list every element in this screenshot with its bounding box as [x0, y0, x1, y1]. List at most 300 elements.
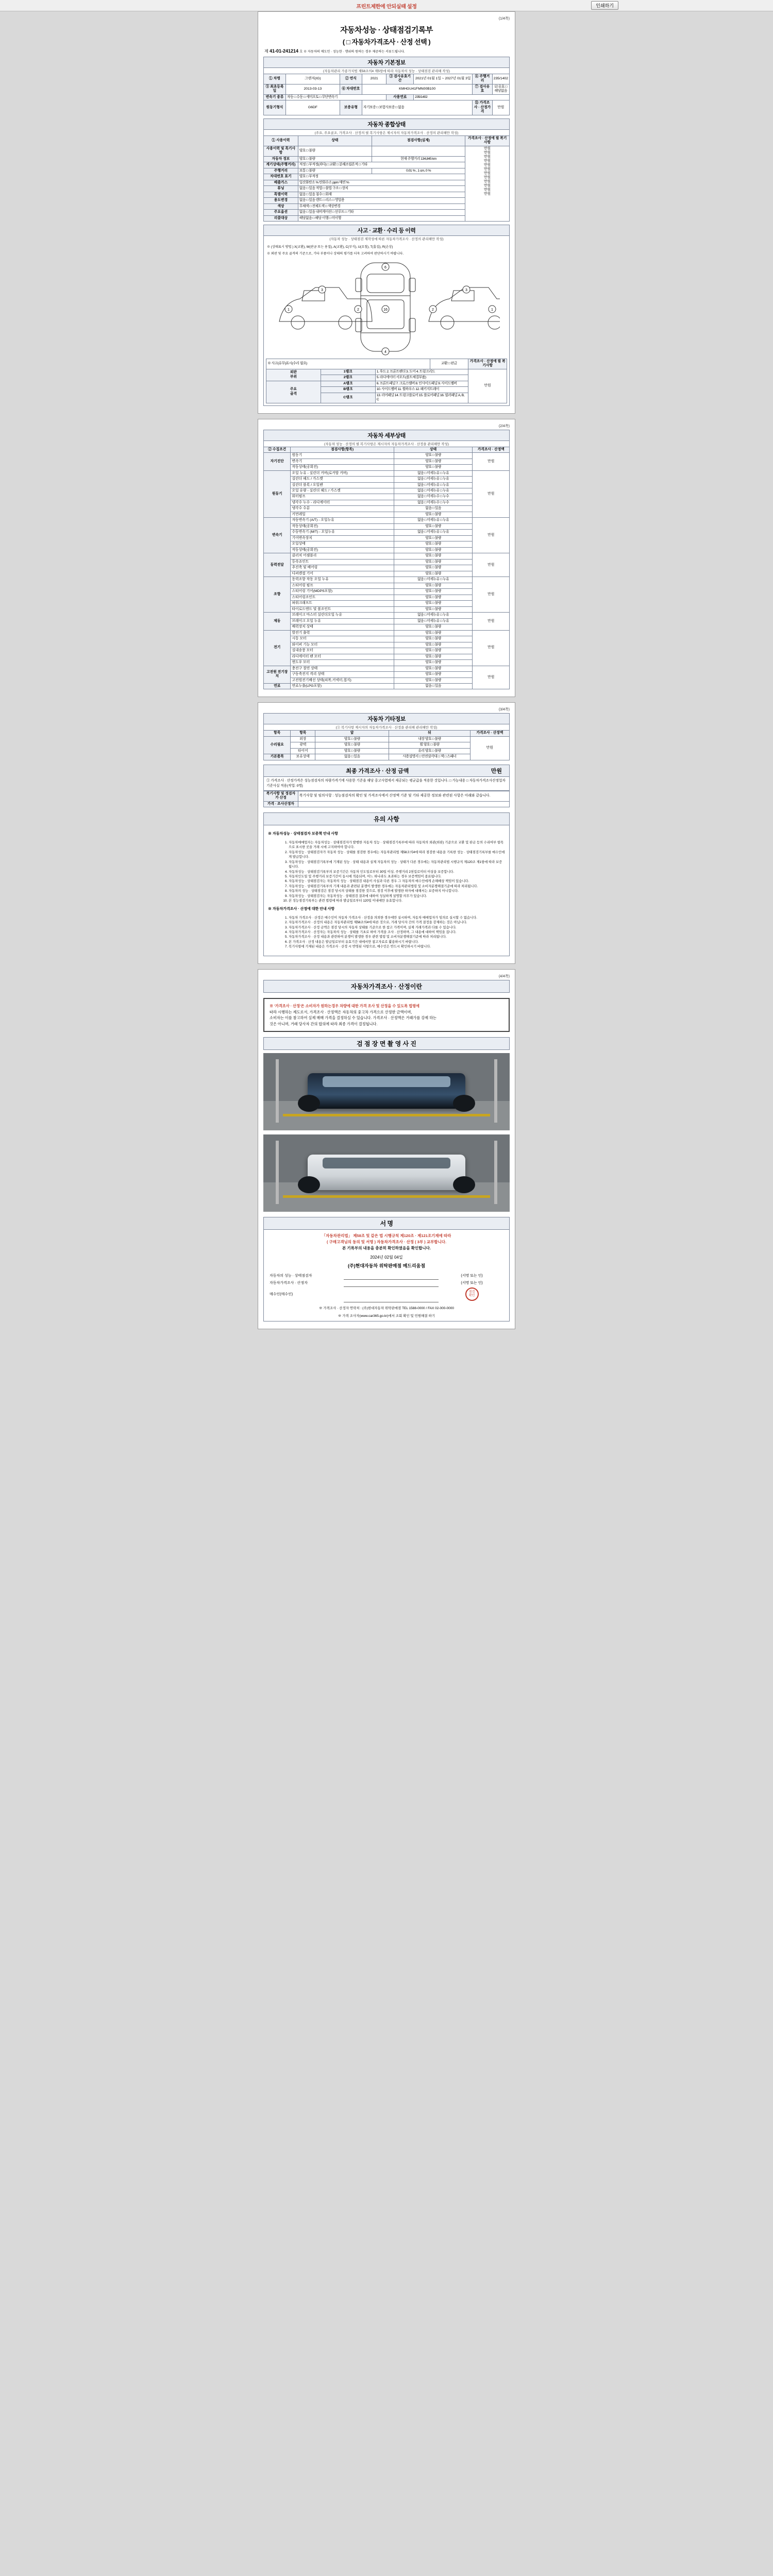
- overall-row-name-3: 주행거리: [264, 168, 298, 174]
- detail-item-state: 양호 □ 불량: [394, 571, 473, 577]
- overall-row-name-1: 자동차 정보: [264, 156, 298, 162]
- detail-item-label: 타이로드엔드 및 볼조인트: [291, 606, 394, 612]
- list-item: 4. 자동차성능 · 상태점검기록부의 보증기간은 자동차 인도일로부터 30일 이상, 주행거리 2천킬로미터 이상을 보증합니다.: [289, 870, 505, 874]
- outer-rank2-value: 5. 라디에이터 서포트(볼트체결부품): [375, 375, 468, 381]
- page-1: [258, 11, 515, 414]
- sign-warning: [268, 1233, 505, 1251]
- page-title: 자동차성능 · 상태점검기록부: [340, 26, 433, 35]
- sign-date: 2024년 02월 04일: [370, 1255, 403, 1260]
- basic-value-6: KMHGU41FMN00B100: [362, 84, 473, 94]
- detail-item-label: 충전구 절연 상태: [291, 666, 394, 671]
- svg-text:4: 4: [384, 350, 386, 354]
- detail-item-label: 브레이크 오일 누유: [291, 618, 394, 624]
- detail-item-label: 고전원전기배선 상태(피복,커넥터,접지): [291, 677, 394, 683]
- section-detail-note: (자동차 성능 · 산정의 필 복기사항은 제시자의 자동차가격조사 · 산정을 관리해만 작성): [263, 441, 510, 447]
- svg-text:2: 2: [357, 308, 359, 312]
- etc-row-front-0: 양호 □ 불량: [315, 736, 389, 742]
- accident-diagram-box: [263, 242, 510, 405]
- memo-12: 만원: [483, 192, 491, 196]
- detail-item-label: 실린더 블록 / 오일팬: [291, 482, 394, 488]
- page-mark-2: (2/4쪽): [498, 424, 510, 428]
- detail-item-state: 양호 □ 불량: [394, 553, 473, 559]
- section-overall-note: (주요, 주요골조, 가격조사 · 산정의 필 복기사항은 제시자의 자동차가격조사 · 산정의 관리해만 작성): [263, 130, 510, 135]
- detail-item-state: 없음 □ 미세누수 □ 누수: [394, 494, 473, 500]
- price-table: [263, 791, 510, 807]
- overall-row-state-10: 없음 □ 있음 내비게이션 □ 선루프 □ 기타: [298, 210, 465, 215]
- photo-lift-arm: [283, 1114, 490, 1116]
- sign-label-1: 자동차가격조사 · 산정자: [270, 1281, 308, 1285]
- list-item: 1. 자동차 가격조사 · 산정은 매수인이 자동차 가격조사 · 산정을 의뢰한 경우에만 실시하며, 자동차 매매업자가 임의로 실시할 수 없습니다.: [289, 916, 505, 920]
- accident-bottom-note: ※ 사고(유무)표시(수리 필요): [266, 359, 430, 369]
- section-etc-note: (③ 복기사항 제시자의 자동차가격조사 · 산정을 관리해 관리해만 작성): [263, 724, 510, 730]
- photo-lift-pole-left: [276, 1059, 279, 1123]
- table-header-row: [264, 731, 510, 736]
- price-left-label: 복기사항 및 정검자가 산정: [264, 791, 298, 801]
- detail-item-state: 양호 □ 불량: [394, 547, 473, 553]
- frame-a-value: 6. 프론트패널 7. 크로스멤버 8. 인사이드패널 9. 사이드멤버: [375, 381, 468, 386]
- detail-memo: 만원: [473, 666, 510, 689]
- list-item: 7. 자동차성능 · 상태점검기록부의 기재 내용과 관련된 분쟁이 발생한 경우에는 자동차관리법령 및 소비자분쟁해결기준에 따라 처리됩니다.: [289, 884, 505, 889]
- frame-c-value: 13. 리어패널 14. 트렁크플로어 15. 플로어패널 16. 필러패널 A, B, C: [375, 393, 468, 403]
- etc-row-front-2: 양호 □ 불량: [315, 748, 389, 754]
- basic-label-transmission: 변속기 종류: [264, 94, 286, 100]
- detail-item-label: 라디에이터 팬 모터: [291, 654, 394, 659]
- etc-col-3: 뒤: [389, 731, 470, 736]
- memo-4: 만원: [483, 159, 491, 163]
- overall-table: [263, 135, 510, 222]
- detail-item-state: 양호 □ 불량: [394, 595, 473, 600]
- detail-item-label: 워터펌프: [291, 494, 394, 500]
- sign-right-1: (서명 또는 인): [461, 1281, 483, 1285]
- detail-item-state: 양호 □ 불량: [394, 654, 473, 659]
- page-4: [258, 969, 515, 1329]
- overall-row-name-6: 튜닝: [264, 186, 298, 192]
- detail-item-label: 연료누출(LPG포함): [291, 683, 394, 689]
- memo-2: 만원: [483, 150, 491, 155]
- detail-item-label: 변속기: [291, 459, 394, 464]
- etc-row-label-3: 기본품목: [264, 754, 291, 760]
- table-row: [268, 1286, 505, 1302]
- overall-row-state-8: 없음 □ 있음 렌트 □ 리스 □ 영업용: [298, 198, 465, 204]
- list-item: 6. 자동차성능 · 상태점검자는 자동차의 성능 · 상태점검 내용이 사실과 다른 경우 그 자동차의 매수인에게 손해배상 책임이 있습니다.: [289, 879, 505, 884]
- list-item: 9. 자동차성능 · 상태점검자는 자동차성능 · 상태점검 결과에 대하여 성실하게 설명할 의무가 있습니다.: [289, 894, 505, 899]
- detail-item-state: 양호 □ 불량: [394, 601, 473, 606]
- detail-item-label: 수동변속기 (M/T) - 오일누유: [291, 530, 394, 535]
- overall-row-state-11: 해당없음 □ 해당 이행 □ 미이행: [298, 215, 465, 221]
- basic-value-7: ☑ 유효 □ 해당없음: [492, 84, 509, 94]
- etc-row-rear-1: 휠 양호 □ 불량: [389, 742, 470, 748]
- detail-memo: 만원: [473, 577, 510, 613]
- etc-col-4: 가격조사 · 산정액: [470, 731, 509, 736]
- table-row: [264, 577, 510, 583]
- detail-col-1: ② 수집조건: [264, 447, 291, 452]
- svg-text:2: 2: [432, 308, 434, 312]
- basic-label-1: ① 차명: [264, 74, 286, 84]
- detail-group-0: 자기진단: [264, 453, 291, 470]
- page-2: [258, 419, 515, 698]
- basic-label-2: ② 연식: [340, 74, 362, 84]
- detail-item-label: 파워크래프트: [291, 601, 394, 606]
- table-row: [264, 791, 510, 801]
- detail-item-label: 기어변속장치: [291, 535, 394, 541]
- detail-item-state: 없음 □ 미세누유 □ 누유: [394, 530, 473, 535]
- sign-warn-line-1: ( 구매고객님의 동의 및 서명 ) 자동차가격조사 · 산정 ( 3부 ) 교부합니다.: [326, 1240, 447, 1245]
- detail-group-2: 변속기: [264, 518, 291, 553]
- table-row: [264, 801, 510, 807]
- basic-value-warranty: 자기보증 □ 보험사보증 □ 없음: [362, 100, 473, 115]
- detail-item-label: 윈도우 모터: [291, 660, 394, 666]
- detail-group-3: 동력전달: [264, 553, 291, 577]
- photo-wheel-left: [298, 1176, 320, 1193]
- detail-item-label: 스티어링 기어(MDPS포함): [291, 589, 394, 595]
- basic-info-table: [263, 74, 510, 115]
- detail-memo: 만원: [473, 630, 510, 666]
- memo-1: 만원: [483, 146, 491, 150]
- overall-row-name-0: 사용이력 및 특기사항: [264, 146, 298, 156]
- detail-item-label: 시동 모터: [291, 636, 394, 642]
- detail-item-state: 없음 □ 있음: [394, 506, 473, 512]
- page-mark-3: (3/4쪽): [498, 708, 510, 712]
- list-item: 5. 자동차가격조사 · 산정 내용과 관련하여 분쟁이 발생한 경우 관련 법령 및 소비자분쟁해결기준에 따라 처리됩니다.: [289, 935, 505, 939]
- signature-rows: [268, 1272, 505, 1302]
- sign-input-0[interactable]: [344, 1272, 439, 1279]
- etc-row-rear-2: 유리 양호 □ 불량: [389, 748, 470, 754]
- frame-b-label: B랭크: [321, 387, 375, 393]
- sign-input-1[interactable]: [344, 1279, 439, 1286]
- table-row: [264, 100, 510, 115]
- list-item: 7. 복기사항에 기재된 내용은 가격조사 · 산정 시 반영된 사항으로, 매수인은 반드시 확인하시기 바랍니다.: [289, 944, 505, 949]
- table-row: [264, 613, 510, 618]
- basic-value-fuel: 235/1402: [413, 94, 509, 100]
- detail-item-label: 등속죠인트: [291, 559, 394, 565]
- detail-item-state: 양호 □ 불량: [394, 512, 473, 517]
- overall-row-detail-1: 현재 주행거리 134,845 km: [372, 156, 465, 162]
- photo-section-title: 검 점 장 면 촬 영 사 진: [263, 1037, 510, 1050]
- detail-item-label: 실내송풍 모터: [291, 648, 394, 654]
- detail-col-2: 점검사항(항목): [291, 447, 394, 452]
- detail-group-6: 전기: [264, 630, 291, 666]
- page-mark-1: (1/4쪽): [498, 17, 510, 21]
- memo-11: 만원: [483, 188, 491, 192]
- table-row: [264, 74, 510, 84]
- detail-item-state: 양호 □ 불량: [394, 583, 473, 588]
- detail-memo: 만원: [473, 453, 510, 470]
- sign-company: (주)현대자동차 위탁판매점 메드리움점: [347, 1263, 426, 1269]
- detail-item-label: 동력조향 작동 오일 누유: [291, 577, 394, 583]
- accident-legend-2: ※ 외판 및 주요 골격의 기준으로, 기타 부품이나 상태의 평가를 더욱 고려하여 판단하시기 바랍니다.: [267, 252, 404, 256]
- overall-row-name-2: 계기상태(주행거리): [264, 162, 298, 168]
- table-row: [264, 518, 510, 523]
- detail-group-7: 고전원 전기장치: [264, 666, 291, 683]
- detail-item-state: 없음 □ 미세누유 □ 누유: [394, 477, 473, 482]
- basic-label-fuel: 사용연료: [386, 94, 413, 100]
- caution-title: 유의 사항: [263, 812, 510, 825]
- overall-row-name-7: 특별이력: [264, 192, 298, 197]
- list-item: 5. 자동차인도일 및 주행거리 보증기간이 동시에 적용되며, 어느 하나라도 초과하는 경우 보증책임이 종료됩니다.: [289, 874, 505, 879]
- topbar: [0, 0, 773, 11]
- price-sub-value: [298, 801, 509, 807]
- overall-row-state-3: 보통 □ 불량: [298, 168, 372, 174]
- detail-item-label: 오일 누유 - 실린더 커버(로커암 커버): [291, 470, 394, 476]
- photo-wheel-right: [453, 1176, 475, 1193]
- detail-item-label: 구동축전지 격리 상태: [291, 672, 394, 677]
- outer-rank2-label: 2랭크: [321, 375, 375, 381]
- detail-item-state: 양호 □ 불량: [394, 624, 473, 630]
- accident-memo-value: 만원: [468, 369, 507, 403]
- table-row: [264, 146, 510, 156]
- detail-item-label: 배력장치 상태: [291, 624, 394, 630]
- sign-label-0: 자동차의 성능 · 상태점검자: [270, 1274, 312, 1278]
- etc-row-sub-0: 외장: [291, 736, 315, 742]
- overall-col-3: 점검사항(실제): [372, 135, 465, 146]
- detail-item-label: 추진축 및 베어링: [291, 565, 394, 571]
- car-diagram: [266, 258, 507, 359]
- overall-row-state-0: 양호 □ 불량: [298, 146, 372, 156]
- detail-item-label: 원동기: [291, 453, 394, 459]
- section-accident-note: (자동차 성능 · 상태점검 제작성에 따른 자동차가격조사 · 산정의 관리해만 작성): [263, 236, 510, 242]
- detail-item-label: 냉각수 누수 - 라디에이터: [291, 500, 394, 505]
- svg-text:1: 1: [491, 308, 493, 312]
- photo-windshield: [323, 1076, 451, 1087]
- basic-value-2: 2021: [362, 74, 386, 84]
- price-sub-label: 가격 · 조사산정자: [264, 801, 298, 807]
- frame-label: 주요 골격: [266, 381, 321, 403]
- svg-text:6: 6: [384, 265, 386, 269]
- detail-group-5: 제동: [264, 613, 291, 630]
- footer-note-1: ※ 가격조사 · 산정자 연락처 : (주)현대자동차 위탁판매점 TEL 1588-0000 / FAX 02-000-0000: [318, 1306, 455, 1310]
- detail-item-state: 양호 □ 불량: [394, 666, 473, 671]
- section-etc-title: 자동차 기타정보: [263, 713, 510, 724]
- svg-text:1: 1: [288, 308, 290, 312]
- etc-row-label-0: 수리필요: [264, 736, 291, 754]
- accident-memo-header: 가격조사 · 산정에 필 복기사항: [468, 359, 507, 369]
- overall-row-detail-3: 0.01 % , 1 cm, 0 %: [372, 168, 465, 174]
- overall-row-name-8: 용도변경: [264, 198, 298, 204]
- sign-input-2[interactable]: [344, 1286, 439, 1302]
- accident-mark-legend: 교환 □ 판금: [430, 359, 468, 369]
- detail-item-state: 양호 □ 불량: [394, 630, 473, 636]
- detail-group-8: 연료: [264, 683, 291, 689]
- overall-row-state-5: 일산화탄소 % 탄화수소 ppm 매연 %: [298, 180, 465, 185]
- footer-note-2: ※ 가격 조사자(www.car365.go.kr)에서 조회 확인 및 민원해결 하기: [338, 1314, 435, 1318]
- basic-label-5: ⑤ 최초등록일: [264, 84, 286, 94]
- caution-heading-0: ※ 자동차성능 · 상태점검자 보증책 안내 사항: [268, 832, 338, 836]
- svg-text:3: 3: [321, 288, 323, 292]
- list-item: 4. 자동차가격조사 · 산정자는 자동차의 성능 · 상태를 기초로 하여 가격을 조사 · 산정하며, 그 내용에 대하여 책임을 집니다.: [289, 930, 505, 935]
- table-header-row: [264, 135, 510, 146]
- detail-item-state: 양호 □ 불량: [394, 660, 473, 666]
- doc-number-value: 41-01-241214: [269, 48, 299, 54]
- section-detail-title: 자동차 세부상태: [263, 430, 510, 441]
- detail-item-state: 없음 □ 미세누유 □ 누유: [394, 488, 473, 494]
- caution-list-1: [268, 916, 505, 950]
- overall-row-name-9: 색상: [264, 204, 298, 209]
- basic-label-warranty: 보증유형: [340, 100, 362, 115]
- sign-warn-line-2: 본 기록부의 내용을 충분히 확인하였음을 확인합니다.: [342, 1246, 431, 1251]
- overall-row-name-10: 주요옵션: [264, 210, 298, 215]
- list-item: 8. 자동차의 성능 · 상태점검은 점검 당시의 상태를 점검한 것으로, 점검 이후에 발생한 하자에 대해서는 보증하지 아니합니다.: [289, 889, 505, 893]
- doc-number-label: 제: [264, 49, 268, 54]
- sign-warn-line-0: 「자동차관리법」 제58조 및 같은 법 시행규칙 제120조 · 제121조기재에 따라: [322, 1233, 451, 1239]
- photo-wheel-right: [453, 1095, 475, 1112]
- caution-list-0: [268, 840, 505, 904]
- doc-number-suffix: 호 ※ 자동차의 매도인 · 성능한 · 행위의 원하는 경우 제공하는 서류드립니다.: [299, 50, 405, 54]
- memo-3: 만원: [483, 155, 491, 159]
- outer-panel-label: 외판 부위: [266, 369, 321, 381]
- detail-item-state: 없음 □ 있음: [394, 683, 473, 689]
- etc-row-front-1: 양호 □ 불량: [315, 742, 389, 748]
- basic-label-3: ③ 검사유효기간: [386, 74, 413, 84]
- etc-row-rear-0: 내장 양호 □ 불량: [389, 736, 470, 742]
- section-overall-title: 자동차 종합상태: [263, 118, 510, 130]
- detail-memo: 만원: [473, 518, 510, 553]
- svg-text:16: 16: [383, 308, 388, 312]
- detail-memo: 만원: [473, 553, 510, 577]
- etc-row-rear-3: 사용설명서 □ 안전삼각대 □ 잭 □ 스패너: [389, 754, 470, 760]
- photo-lift-arm: [283, 1195, 490, 1198]
- doc-number-row: [264, 48, 510, 54]
- table-row: [264, 84, 510, 94]
- detail-memo: 만원: [473, 470, 510, 518]
- page-mark-4: (4/4쪽): [498, 975, 510, 979]
- table-row: [264, 94, 510, 100]
- basic-value-5: 2013-03-13: [285, 84, 340, 94]
- detail-memo: 만원: [473, 613, 510, 630]
- overall-col-1: ① 사용이력: [264, 135, 298, 146]
- basic-label-6: ⑥ 차대번호: [340, 84, 362, 94]
- detail-item-state: 양호 □ 불량: [394, 589, 473, 595]
- page-subtitle: ( □ 자동차가격조사 · 산정 선택 ): [342, 38, 431, 46]
- photo-wheel-left: [298, 1095, 320, 1112]
- memo-7: 만원: [483, 171, 491, 175]
- price-title-text: 최종 가격조사 · 산정 금액: [346, 768, 409, 774]
- etc-col-2: 앞: [315, 731, 389, 736]
- detail-item-state: 양호 □ 불량: [394, 459, 473, 464]
- detail-item-state: 양호 □ 불량: [394, 559, 473, 565]
- basic-value-1: 그랜저(IG): [285, 74, 340, 84]
- overall-row-detail-0: [372, 146, 465, 156]
- detail-item-state: 없음 □ 미세누유 □ 누유: [394, 470, 473, 476]
- detail-item-state: 양호 □ 불량: [394, 606, 473, 612]
- memo-9: 만원: [483, 179, 491, 183]
- photo-lift-pole-right: [494, 1141, 497, 1204]
- outer-rank1-label: 1랭크: [321, 369, 375, 375]
- sign-label-2: 매수인(매수인): [270, 1293, 293, 1297]
- etc-col-1: 항목: [264, 731, 291, 736]
- basic-label-4: ④ 주행거리: [473, 74, 492, 84]
- etc-row-front-3: 없음 □ 있음: [315, 754, 389, 760]
- etc-row-sub-2: 타이어: [291, 748, 315, 754]
- detail-col-4: 가격조사 · 산정액: [473, 447, 510, 452]
- final-box-line-1: 따라 시행하는 제도로서, 가격조사 · 산정액은 자동차의 중고차 가격으로 산정한 금액이며,: [270, 1009, 412, 1014]
- detail-item-state: 양호 □ 불량: [394, 523, 473, 529]
- basic-label-engine: 원동기형식: [264, 100, 286, 115]
- final-box-line-3: 것은 아니며, 거래 당사자 간의 합의에 따라 최종 가격이 결정됩니다.: [270, 1021, 378, 1026]
- accident-parts-table: [266, 359, 507, 403]
- detail-table: [263, 447, 510, 690]
- price-amount: 만원: [491, 768, 502, 774]
- detail-item-state: 양호 □ 불량: [394, 535, 473, 541]
- detail-item-state: 없음 □ 미세누유 □ 누유: [394, 618, 473, 624]
- detail-item-label: 오일상태: [291, 541, 394, 547]
- page-3: [258, 702, 515, 964]
- overall-row-name-11: 리콜대상: [264, 215, 298, 221]
- table-row: [264, 736, 510, 742]
- detail-item-label: 자동변속기 (A/T) - 오일누유: [291, 518, 394, 523]
- print-button[interactable]: 인쇄하기: [591, 1, 618, 10]
- section-basic-title: 자동차 기본정보: [263, 57, 510, 68]
- detail-item-state: 양호 □ 불량: [394, 648, 473, 654]
- etc-row-sub-1: 광택: [291, 742, 315, 748]
- frame-b-value: 10. 사이드멤버 11. 휠하우스 12. 패키지트레이: [375, 387, 468, 393]
- price-note-1: ① 가격조사 · 산정가격은 성능점검자의 차량가격기에 사용한 기준을 해당 중고사엽에서 제공되는 평균값을 적용한 것입니다. □ 가능내용 □ 자동차가격조사산정업자 기준사실 적용(작업: 0명): [263, 777, 510, 791]
- caution-heading-1: ※ 자동차가격조사 · 산정에 대한 안내 사항: [268, 907, 335, 911]
- list-item: 3. 자동차성능 · 상태점검기록부에 기재된 성능 · 상태 내용과 실제 자동차의 성능 · 상태가 다른 경우에는 자동차관리법 시행규칙 제120조 제1항에 따라 보증됩니다.: [289, 860, 505, 870]
- detail-item-state: 없음 □ 미세누수 □ 누수: [394, 500, 473, 505]
- overall-row-state-2: 적정 □ 부적정(과다) □ 교환 □ 분해조립흔적 □ 기타: [298, 162, 465, 168]
- table-header-row: [264, 447, 510, 452]
- accident-legend-1: ※ (상태표시 방법 ) X(교환), W(판금 또는 용접), A(교환), C(부식), U(요철), T(흠집), R(손상): [267, 245, 393, 249]
- detail-item-state: 양호 □ 불량: [394, 642, 473, 648]
- overall-memo-col: [465, 146, 510, 221]
- photo-lift-pole-left: [276, 1141, 279, 1204]
- detail-item-state: 없음 □ 미세누유 □ 누유: [394, 518, 473, 523]
- detail-group-4: 조향: [264, 577, 291, 613]
- sign-right-2: [439, 1286, 505, 1302]
- table-row: [264, 553, 510, 559]
- detail-item-label: 브레이크 마스터 실린더오일 누유: [291, 613, 394, 618]
- basic-label-7: ⑦ 검사유효: [473, 84, 492, 94]
- list-item: 2. 자동차가격조사 · 산정의 내용은 자동차관리법 제58조의4에 따른 것으로, 거래 당사자 간의 가격 결정을 강제하는 것은 아닙니다.: [289, 920, 505, 925]
- price-title: [263, 765, 510, 777]
- overall-row-state-1: 양호 □ 불량: [298, 156, 372, 162]
- topbar-notice: 프린트제한에 안되실때 설정: [356, 4, 417, 10]
- detail-item-state: 양호 □ 불량: [394, 677, 473, 683]
- inspection-photo-2: [263, 1134, 510, 1212]
- frame-a-label: A랭크: [321, 381, 375, 386]
- memo-6: 만원: [483, 167, 491, 171]
- detail-item-state: 양호 □ 불량: [394, 465, 473, 470]
- sign-title: 서 명: [263, 1217, 510, 1230]
- pages-container: [0, 11, 773, 1329]
- table-row: [266, 369, 507, 375]
- detail-item-state: 없음 □ 미세누유 □ 누유: [394, 613, 473, 618]
- detail-item-state: 양호 □ 불량: [394, 453, 473, 459]
- basic-value-3: 2021년 01월 1일 ~ 2027년 01월 3일: [413, 74, 472, 84]
- etc-col-1b: 항목: [291, 731, 315, 736]
- overall-row-name-5: 배출가스: [264, 180, 298, 185]
- section-basic-note: (자동차관리 가종가치법 제58조의4 제5항에 따라 자동차의 성능 · 상태점검 관리해 작성): [263, 68, 510, 74]
- table-row: [268, 1272, 505, 1279]
- photo-lift-pole-right: [494, 1059, 497, 1123]
- basic-value-4: 235/1402: [492, 74, 509, 84]
- overall-row-state-9: 무채색 □ 전체도색 □ 색상변경: [298, 204, 465, 209]
- basic-value-engine: G6DF: [285, 100, 340, 115]
- detail-item-label: 커먼레일: [291, 512, 394, 517]
- table-row: [264, 630, 510, 636]
- final-title: 자동차가격조사 · 산정이란: [263, 980, 510, 993]
- detail-item-label: 클러치 어셈블리: [291, 553, 394, 559]
- detail-item-state: 양호 □ 불량: [394, 541, 473, 547]
- detail-item-label: 디퍼렌셜 기어: [291, 571, 394, 577]
- photo-windshield: [323, 1158, 451, 1168]
- price-note-2: 복기사항 및 임의사항 : 성능점검자의 확인 및 가격조사에서 산정액 기준 및 기타 제공한 정보와 관련된 사항은 아래와 같습니다.: [298, 791, 509, 801]
- basic-label-price: ⑪ 가격조사 · 산정가격: [473, 100, 492, 115]
- sign-block: [263, 1230, 510, 1321]
- list-item: 6. 본 가격조사 · 산정 내용은 발급일로부터 유효기간 내에서만 참고자료로 활용하시기 바랍니다.: [289, 940, 505, 944]
- detail-group-1: 원동기: [264, 470, 291, 518]
- detail-item-label: 오일 유량 - 실린더 헤드 / 가스켓: [291, 488, 394, 494]
